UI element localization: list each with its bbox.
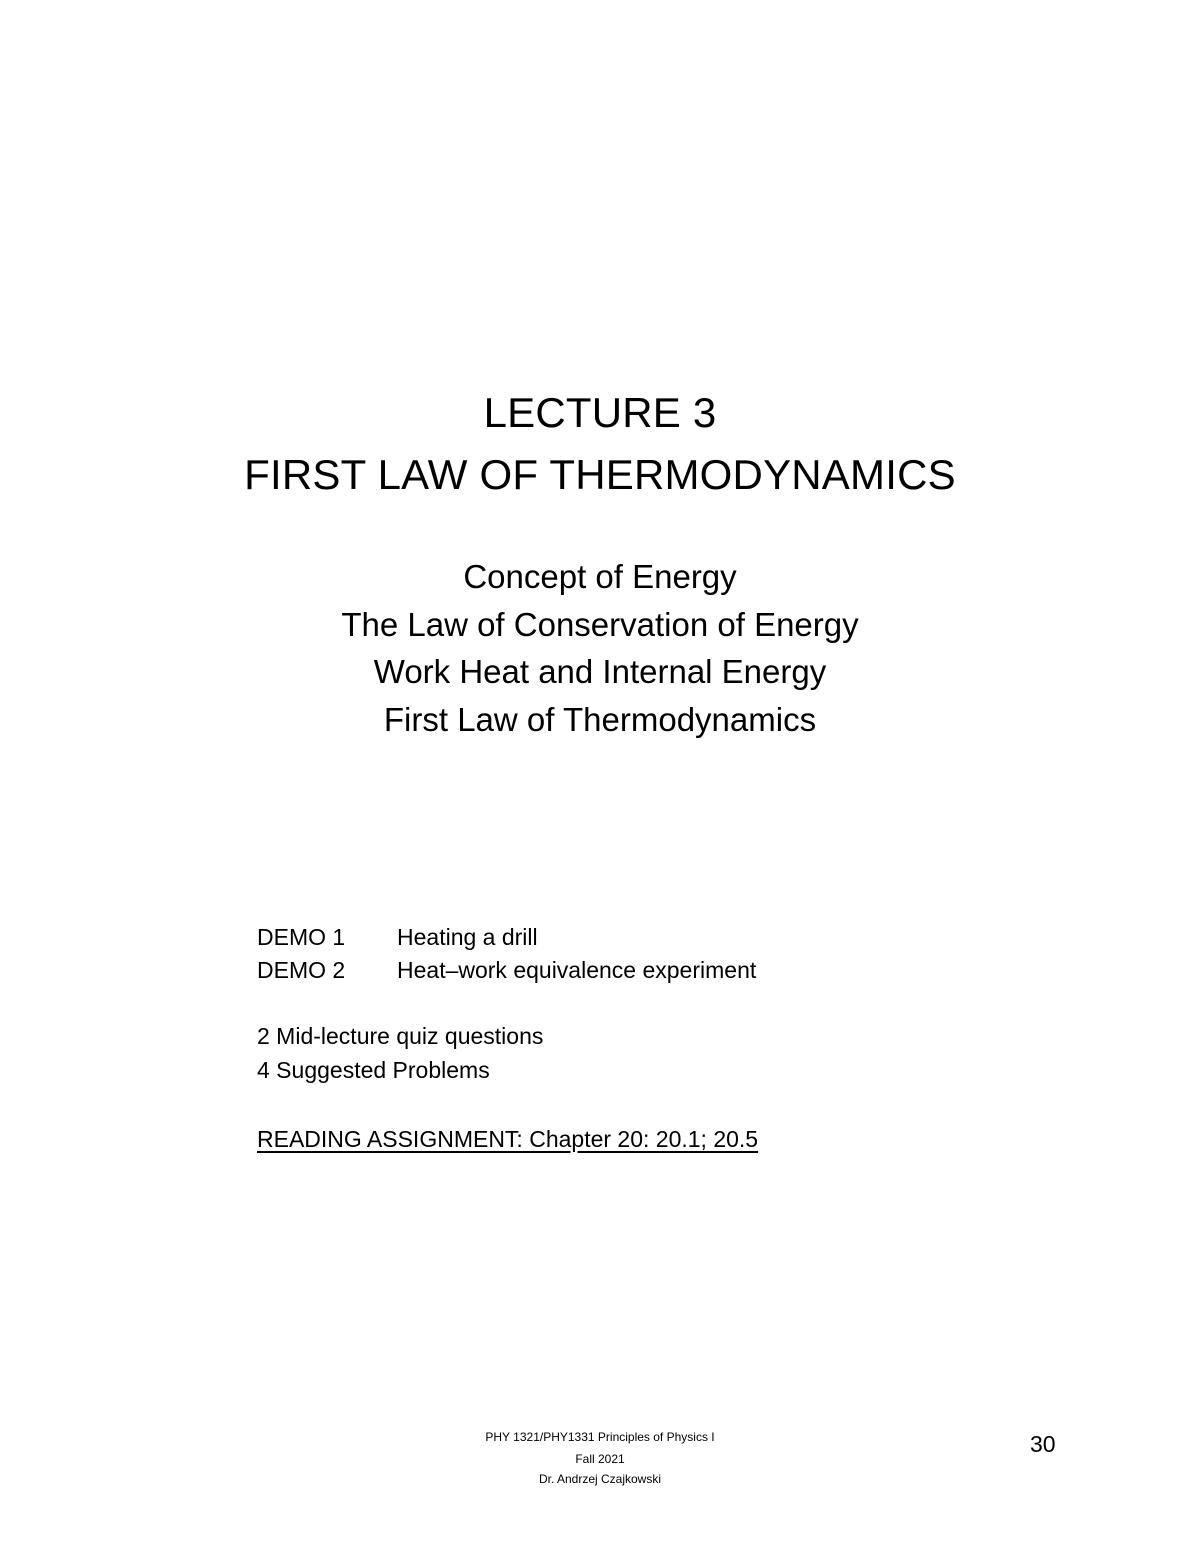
topic-item: Concept of Energy xyxy=(463,558,737,595)
topic-item: Work Heat and Internal Energy xyxy=(373,653,827,690)
demo-label: DEMO 1 xyxy=(257,924,346,950)
demo-row xyxy=(257,955,756,985)
suggested-problems-note: 4 Suggested Problems xyxy=(257,1057,490,1083)
demo-description: Heat–work equivalence experiment xyxy=(397,957,757,983)
footer-course: PHY 1321/PHY1331 Principles of Physics I xyxy=(485,1430,715,1444)
footer-term: Fall 2021 xyxy=(575,1452,625,1466)
lecture-title: FIRST LAW OF THERMODYNAMICS xyxy=(244,451,956,498)
demo-label: DEMO 2 xyxy=(257,957,346,983)
demo-description: Heating a drill xyxy=(397,924,538,950)
topic-item: The Law of Conservation of Energy xyxy=(341,606,859,643)
lecture-number: LECTURE 3 xyxy=(483,389,717,436)
quiz-questions-note: 2 Mid-lecture quiz questions xyxy=(257,1023,544,1049)
page-number: 30 xyxy=(1030,1431,1056,1457)
demo-row xyxy=(257,922,538,952)
topic-item: First Law of Thermodynamics xyxy=(383,701,817,738)
reading-assignment: READING ASSIGNMENT: Chapter 20: 20.1; 20.5 xyxy=(257,1126,759,1152)
footer-instructor: Dr. Andrzej Czajkowski xyxy=(538,1472,662,1486)
